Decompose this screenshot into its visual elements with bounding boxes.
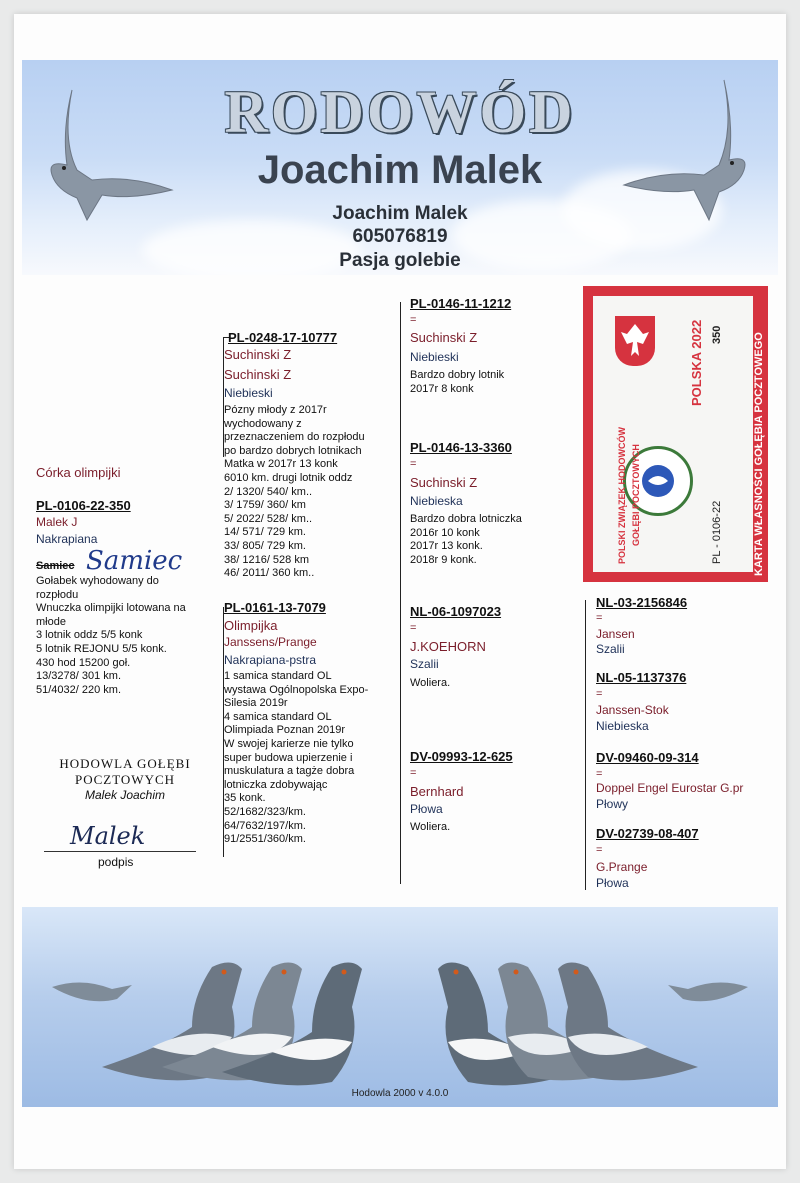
father-ring: PL-0248-17-10777 — [228, 330, 338, 345]
mf-ring: NL-06-1097023 — [410, 604, 502, 619]
mmm-color: Płowa — [596, 876, 629, 890]
father-note: wychodowany z — [224, 417, 302, 430]
ff-eq: = — [410, 314, 417, 326]
ff-note: Bardzo dobry lotnik — [410, 369, 505, 381]
mfm-color: Niebieska — [596, 719, 649, 733]
mfm-eq: = — [596, 688, 603, 700]
mf-eq: = — [410, 622, 417, 634]
fm-note: Bardzo dobra lotniczka — [410, 513, 522, 525]
ff-note: 2017r 8 konk — [410, 382, 474, 395]
subject-note: Gołabek wyhodowany do — [36, 575, 159, 587]
fm-ring: PL-0146-13-3360 — [410, 440, 512, 455]
fm-color: Niebieska — [410, 494, 463, 508]
ff-breeder: Suchinski Z — [410, 330, 478, 345]
mmf-ring: DV-09460-09-314 — [596, 750, 699, 765]
subject-owner: Malek J — [36, 515, 78, 529]
subject-sex-handwritten: Samiec — [86, 546, 183, 576]
mother-breeder: Janssens/Prange — [224, 635, 317, 649]
eagle-emblem-icon — [615, 316, 655, 366]
signature: Malek — [70, 822, 146, 850]
mfm-ring: NL-05-1137376 — [596, 670, 687, 685]
father-color: Niebieski — [224, 386, 273, 400]
page-title: RODOWÓD — [224, 79, 576, 145]
father-note: 2/ 1320/ 540/ km.. — [224, 485, 313, 498]
father-breeder-2: Suchinski Z — [224, 367, 292, 382]
ownership-card-inner — [593, 296, 753, 572]
mmm-ring: DV-02739-08-407 — [596, 826, 699, 841]
father-note: 5/ 2022/ 528/ km.. — [224, 512, 313, 525]
father-note: 46/ 2011/ 360 km.. — [224, 567, 315, 580]
footer-banner — [22, 907, 778, 1107]
mother-note: 91/2551/360/km. — [224, 833, 306, 846]
father-breeder: Suchinski Z — [224, 347, 292, 362]
mmf-eq: = — [596, 768, 603, 780]
father-note: Matka w 2017r 13 konk — [224, 458, 338, 471]
subject-note: młode — [36, 615, 66, 628]
stamp-line2: POCZTOWYCH — [74, 772, 176, 787]
mm-note: Woliera. — [410, 821, 451, 833]
subject-note: Wnuczka olimpijki lotowana na — [36, 602, 186, 615]
mother-ring: PL-0161-13-7079 — [224, 600, 326, 615]
mm-color: Płowa — [410, 802, 443, 816]
mff-color: Szalii — [596, 642, 625, 656]
father-note: 3/ 1759/ 360/ km — [224, 499, 306, 512]
mother-note: 1 samica standard OL — [224, 670, 332, 682]
mother-note: 64/7632/197/km. — [224, 819, 306, 832]
pigeon-group-left-icon — [42, 927, 382, 1102]
breeder-slogan: Pasja golebie — [339, 250, 461, 271]
father-note: 33/ 805/ 729 km. — [224, 539, 306, 552]
mm-ring: DV-09993-12-625 — [410, 749, 513, 764]
owner-name: Joachim Malek — [257, 148, 543, 192]
subject-ring: PL-0106-22-350 — [36, 498, 131, 513]
subject-note: rozpłodu — [36, 588, 79, 601]
fm-note: 2017r 13 konk. — [410, 540, 483, 553]
mf-color: Szalii — [410, 657, 439, 671]
father-note: 14/ 571/ 729 km. — [224, 526, 306, 539]
mff-breeder: Jansen — [596, 627, 635, 641]
pigeon-group-right-icon — [418, 927, 758, 1102]
mother-note: 4 samica standard OL — [224, 710, 332, 723]
m-parents-bracket — [585, 600, 586, 890]
card-org-1: POLSKI ZWIĄZEK HODOWCÓW — [617, 427, 627, 564]
mmf-breeder: Doppel Engel Eurostar G.pr — [596, 781, 744, 795]
mother-note: 52/1682/323/km. — [224, 805, 306, 818]
fm-note: 2018r 9 konk. — [410, 553, 477, 566]
ownership-card — [583, 286, 768, 582]
card-number: 350 — [711, 325, 723, 344]
grandparents-bracket — [400, 302, 401, 884]
subject-caption: Córka olimpijki — [36, 465, 121, 480]
stamp-line1: HODOWLA GOŁĘBI — [59, 756, 191, 771]
mother-note: super budowa upierzenie i — [224, 751, 353, 764]
subject-note: 5 lotnik REJONU 5/5 konk. — [36, 642, 167, 655]
subject-sex-printed: Samiec — [36, 560, 75, 572]
mother-name: Olimpijka — [224, 618, 278, 633]
mff-ring: NL-03-2156846 — [596, 595, 688, 610]
father-note: 38/ 1216/ 528 km — [224, 553, 310, 566]
ff-color: Niebieski — [410, 350, 459, 364]
mother-note: 35 konk. — [224, 792, 266, 805]
card-title: KARTA WŁASNOŚCI GOŁĘBIA POCZTOWEGO — [753, 332, 765, 576]
subject-note: 51/4032/ 220 km. — [36, 683, 122, 696]
stamp-line3: Malek Joachim — [84, 788, 166, 802]
mff-eq: = — [596, 612, 603, 624]
mm-eq: = — [410, 767, 417, 779]
card-org-2: GOŁĘBI POCZTOWYCH — [631, 444, 641, 546]
subject-color: Nakrapiana — [36, 532, 98, 546]
mf-note: Woliera. — [410, 677, 451, 689]
mf-breeder: J.KOEHORN — [410, 639, 486, 654]
father-note: Pózny młody z 2017r — [224, 404, 327, 416]
mfm-breeder: Janssen-Stok — [596, 703, 669, 717]
header-banner — [22, 60, 778, 275]
mother-note: lotniczka zdobywając — [224, 778, 328, 791]
signature-line — [44, 851, 196, 852]
fm-note: 2016r 10 konk — [410, 526, 480, 539]
mother-note: Olimpiada Poznan 2019r — [224, 724, 346, 737]
subject-note: 3 lotnik oddz 5/5 konk — [36, 629, 143, 642]
ff-ring: PL-0146-11-1212 — [410, 296, 512, 311]
signature-label: podpis — [98, 855, 134, 869]
mm-breeder: Bernhard — [410, 784, 464, 799]
card-country: POLSKA 2022 — [689, 319, 704, 406]
father-note: 6010 km. drugi lotnik oddz — [224, 471, 353, 484]
father-note: po bardzo dobrych lotnikach — [224, 444, 362, 457]
mmf-color: Płowy — [596, 797, 629, 811]
mother-note: muskulatura a tagże dobra — [224, 765, 355, 778]
mmm-eq: = — [596, 844, 603, 856]
breeder-name: Joachim Malek — [332, 203, 468, 224]
mother-note: W swojej karierze nie tylko — [224, 737, 354, 750]
mother-note: wystawa Ogólnopolska Expo- — [224, 683, 369, 696]
breeder-stamp — [40, 756, 210, 802]
software-version: Hodowla 2000 v 4.0.0 — [351, 1088, 449, 1099]
fm-eq: = — [410, 458, 417, 470]
mmm-breeder: G.Prange — [596, 860, 648, 874]
father-note: przeznaczeniem do rozpłodu — [224, 431, 365, 444]
card-ring-prefix: PL - 0106-22 — [711, 500, 723, 564]
subject-note: 430 hod 15200 goł. — [36, 656, 131, 669]
mother-color: Nakrapiana-pstra — [224, 653, 317, 667]
mother-note: Silesia 2019r — [224, 697, 288, 710]
breeder-phone: 605076819 — [352, 226, 448, 247]
subject-note: 13/3278/ 301 km. — [36, 670, 122, 683]
fm-breeder: Suchinski Z — [410, 475, 478, 490]
